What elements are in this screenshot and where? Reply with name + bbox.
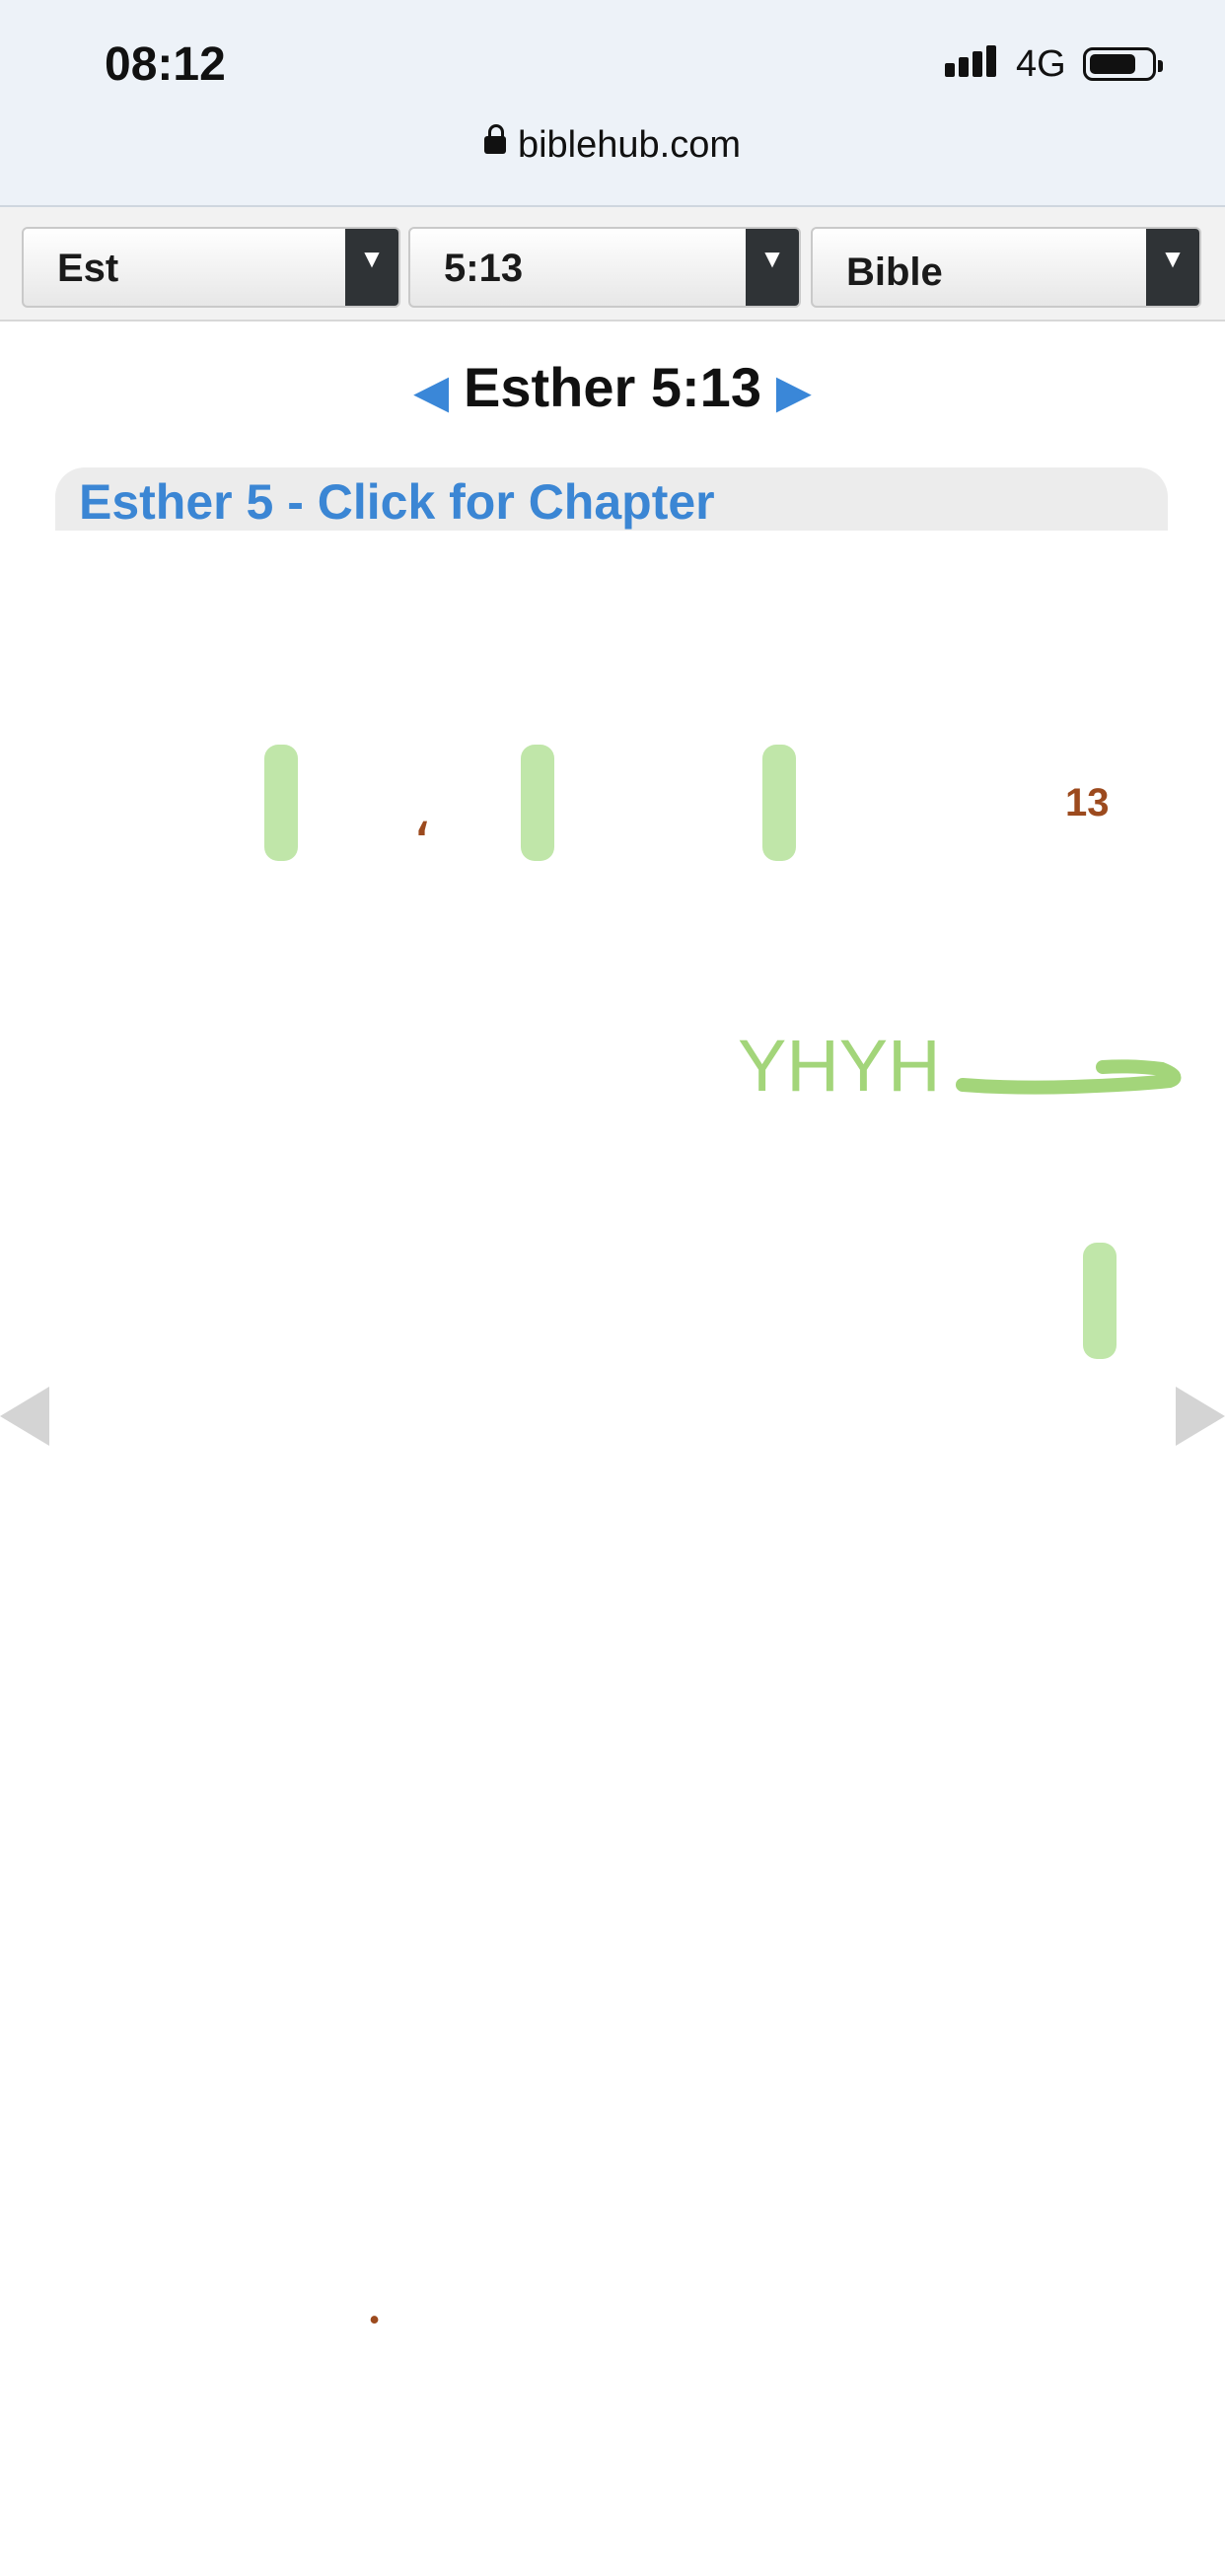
next-page-arrow[interactable] [1176,1387,1225,1446]
letter-highlight [521,745,554,861]
reference-selector-bar [0,207,1225,322]
status-bar [0,0,1225,207]
version-select[interactable] [811,227,1201,308]
address-bar[interactable] [0,124,1225,167]
chevron-down-icon: ▼ [746,229,799,306]
lock-icon [484,136,506,154]
book-select-value: Est [57,247,119,290]
signal-icon [945,45,1000,77]
verse-number: 13 [1065,781,1110,824]
letter-highlight [762,745,796,861]
verse-select-value: 5:13 [444,247,524,290]
network-type: 4G [1016,43,1066,85]
previous-verse-icon[interactable]: ◀ [414,368,449,416]
chapter-link[interactable]: Esther 5 - Click for Chapter [79,474,715,530]
version-select-value: Bible [846,250,943,294]
status-time: 08:12 [105,38,226,91]
chevron-down-icon: ▼ [345,229,398,306]
handwritten-annotation: YHYH [738,1025,941,1107]
previous-page-arrow[interactable] [0,1387,49,1446]
page-title: Esther 5:13 [464,356,761,418]
verse-title-bar [0,355,1225,419]
verse-select[interactable] [408,227,801,308]
punctuation-mark: ، [412,781,432,850]
annotation-stroke [955,1047,1182,1107]
url-text: biblehub.com [517,124,742,166]
end-punctuation: . [365,2268,385,2337]
letter-highlight [1083,1243,1117,1359]
chapter-link-bar[interactable] [55,467,1168,531]
next-verse-icon[interactable]: ▶ [776,368,811,416]
book-select[interactable] [22,227,400,308]
letter-highlight [264,745,298,861]
chevron-down-icon: ▼ [1146,229,1199,306]
battery-icon [1083,47,1156,81]
